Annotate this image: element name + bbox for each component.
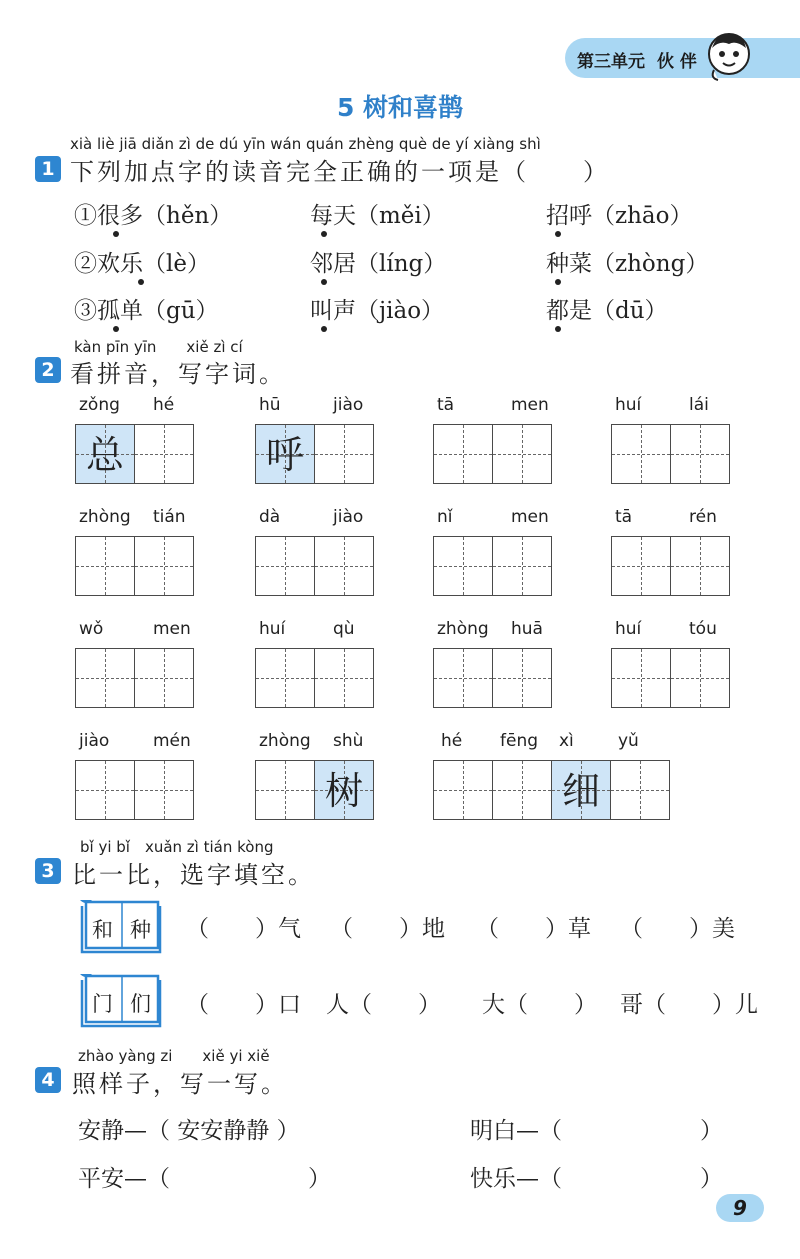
- writing-cell[interactable]: [134, 648, 194, 708]
- writing-cell[interactable]: [134, 760, 194, 820]
- q1-option: ②欢乐（lè）: [74, 251, 210, 277]
- emphasis-dot: [555, 279, 561, 285]
- grid-pinyin: rén: [689, 507, 717, 527]
- fill-blank[interactable]: 人（ ）: [326, 992, 441, 1018]
- grid-pinyin: fēng: [500, 731, 539, 751]
- writing-cell[interactable]: [670, 424, 730, 484]
- grid-pinyin: huí: [259, 619, 286, 639]
- writing-cell: [551, 760, 611, 820]
- grid-pinyin: hé: [441, 731, 463, 751]
- emphasis-dot: [321, 231, 327, 237]
- q1-option: 种菜（zhòng）: [546, 251, 709, 277]
- grid-pinyin: jiào: [79, 731, 110, 751]
- fill-blank[interactable]: （ ）地: [330, 916, 445, 942]
- q1-option: 招呼（zhāo）: [546, 203, 693, 229]
- fill-blank[interactable]: （ ）口: [186, 992, 301, 1018]
- grid-pinyin: jiào: [333, 507, 364, 527]
- book-char: 种: [130, 918, 151, 942]
- given-character: 总: [85, 433, 124, 477]
- question-4-text: 照样子，写一写。: [72, 1070, 288, 1098]
- writing-cell[interactable]: [134, 424, 194, 484]
- question-3-number: 3: [35, 858, 61, 884]
- writing-cell: [314, 760, 374, 820]
- grid-pinyin: lái: [689, 395, 709, 415]
- page-number: 9: [716, 1194, 764, 1222]
- grid-pinyin: tián: [153, 507, 186, 527]
- grid-pinyin: zhòng: [437, 619, 489, 639]
- q1-option: 叫声（jiào）: [310, 298, 445, 324]
- emphasis-dot: [113, 326, 119, 332]
- writing-cell[interactable]: [255, 648, 315, 708]
- unit-theme: 伙 伴: [657, 52, 697, 72]
- emphasis-dot: [113, 231, 119, 237]
- grid-pinyin: zǒng: [79, 395, 120, 415]
- grid-pinyin: huí: [615, 619, 642, 639]
- fill-item[interactable]: 快乐—（ ）: [470, 1166, 723, 1192]
- writing-cell[interactable]: [433, 648, 493, 708]
- writing-cell[interactable]: [433, 536, 493, 596]
- book-icon: [76, 972, 166, 1030]
- writing-cell[interactable]: [492, 424, 552, 484]
- grid-pinyin: mén: [153, 731, 191, 751]
- question-4-number: 4: [35, 1067, 61, 1093]
- book-char: 门: [92, 992, 113, 1016]
- book-char: 们: [130, 992, 151, 1016]
- writing-cell[interactable]: [314, 424, 374, 484]
- writing-cell[interactable]: [433, 760, 493, 820]
- writing-cell[interactable]: [670, 648, 730, 708]
- unit-label: 第三单元: [577, 52, 645, 72]
- question-2-number: 2: [35, 357, 61, 383]
- question-1-number: 1: [35, 156, 61, 182]
- grid-pinyin: yǔ: [618, 731, 639, 751]
- emphasis-dot: [555, 326, 561, 332]
- book-char: 和: [92, 918, 113, 942]
- grid-pinyin: huí: [615, 395, 642, 415]
- question-1-pinyin: xià liè jiā diǎn zì de dú yīn wán quán zhèng què de yí xiàng shì: [70, 135, 541, 153]
- emphasis-dot: [321, 326, 327, 332]
- grid-pinyin: wǒ: [79, 619, 104, 639]
- writing-cell: [75, 424, 135, 484]
- writing-cell[interactable]: [492, 536, 552, 596]
- writing-cell[interactable]: [611, 424, 671, 484]
- q1-option: 邻居（líng）: [310, 251, 447, 277]
- fill-blank[interactable]: 大（ ）: [482, 992, 597, 1018]
- grid-pinyin: men: [511, 507, 549, 527]
- grid-pinyin: hé: [153, 395, 175, 415]
- book-icon: [76, 898, 166, 956]
- grid-pinyin: jiào: [333, 395, 364, 415]
- fill-item[interactable]: 明白—（ ）: [470, 1118, 723, 1144]
- grid-pinyin: hū: [259, 395, 281, 415]
- question-3-text: 比一比，选字填空。: [72, 861, 315, 889]
- fill-item[interactable]: 平安—（ ）: [78, 1166, 331, 1192]
- writing-cell[interactable]: [255, 536, 315, 596]
- grid-pinyin: huā: [511, 619, 543, 639]
- writing-cell[interactable]: [611, 648, 671, 708]
- writing-cell[interactable]: [75, 760, 135, 820]
- writing-cell[interactable]: [75, 648, 135, 708]
- writing-cell[interactable]: [433, 424, 493, 484]
- given-character: 细: [561, 769, 600, 813]
- q1-option: 每天（měi）: [310, 203, 445, 229]
- emphasis-dot: [321, 279, 327, 285]
- fill-blank[interactable]: （ ）美: [620, 916, 735, 942]
- grid-pinyin: tā: [437, 395, 455, 415]
- grid-pinyin: shù: [333, 731, 364, 751]
- writing-cell[interactable]: [134, 536, 194, 596]
- given-character: 呼: [265, 433, 304, 477]
- mascot-icon: [706, 30, 752, 82]
- fill-blank[interactable]: 哥（ ）儿: [620, 992, 758, 1018]
- writing-cell[interactable]: [75, 536, 135, 596]
- writing-cell[interactable]: [670, 536, 730, 596]
- emphasis-dot: [138, 279, 144, 285]
- grid-pinyin: dà: [259, 507, 281, 527]
- emphasis-dot: [555, 231, 561, 237]
- question-2-pinyin: kàn pīn yīn xiě zì cí: [74, 338, 243, 356]
- grid-pinyin: men: [511, 395, 549, 415]
- grid-pinyin: xì: [559, 731, 574, 751]
- q1-option: ③孤单（gū）: [74, 298, 219, 324]
- question-3-pinyin: bǐ yi bǐ xuǎn zì tián kòng: [80, 838, 274, 856]
- lesson-title: 5 树和喜鹊: [336, 93, 464, 122]
- grid-pinyin: nǐ: [437, 507, 453, 527]
- grid-pinyin: tā: [615, 507, 633, 527]
- writing-cell[interactable]: [314, 536, 374, 596]
- grid-pinyin: qù: [333, 619, 355, 639]
- q1-option: ①很多（hěn）: [74, 203, 233, 229]
- writing-cell[interactable]: [255, 760, 315, 820]
- fill-blank[interactable]: （ ）气: [186, 916, 301, 942]
- grid-pinyin: zhòng: [79, 507, 131, 527]
- writing-cell: [255, 424, 315, 484]
- writing-cell[interactable]: [611, 536, 671, 596]
- fill-blank[interactable]: （ ）草: [476, 916, 591, 942]
- q1-option: 都是（dū）: [546, 298, 668, 324]
- writing-cell[interactable]: [314, 648, 374, 708]
- writing-cell[interactable]: [610, 760, 670, 820]
- question-2-text: 看拼音，写字词。: [70, 360, 286, 388]
- writing-cell[interactable]: [492, 648, 552, 708]
- grid-pinyin: zhòng: [259, 731, 311, 751]
- question-4-pinyin: zhào yàng zi xiě yi xiě: [78, 1047, 270, 1065]
- question-1-text: 下列加点字的读音完全正确的一项是（ ）: [70, 158, 610, 186]
- grid-pinyin: men: [153, 619, 191, 639]
- example-item: 安静—（ 安安静静 ）: [78, 1118, 300, 1144]
- unit-header-tab: [565, 38, 800, 78]
- writing-cell[interactable]: [492, 760, 552, 820]
- given-character: 树: [324, 769, 363, 813]
- grid-pinyin: tóu: [689, 619, 717, 639]
